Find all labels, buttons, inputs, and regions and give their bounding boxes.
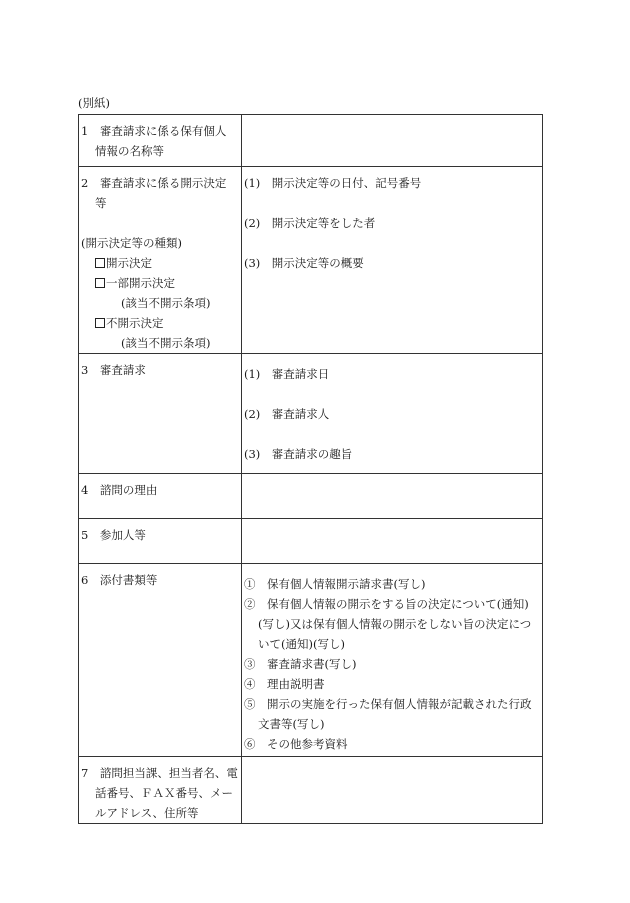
checkbox-icon[interactable]	[95, 318, 105, 328]
caption-attachment: (別紙)	[78, 96, 110, 110]
row-4-content[interactable]	[242, 474, 543, 519]
option-non-disclose-label: 不開示決定	[106, 316, 164, 330]
attachment-item-3: ③ 審査請求書(写し)	[244, 657, 357, 671]
row-6-label	[79, 564, 242, 757]
row-7-label-line-3: ルアドレス、住所等	[95, 806, 199, 820]
row-7-label	[79, 757, 242, 824]
row-5-content[interactable]	[242, 519, 543, 564]
row-4-label-line-1: 4 諮問の理由	[81, 483, 158, 497]
row-2-label-line-1: 2 審査請求に係る開示決定	[81, 176, 227, 190]
row-disclosure-decision	[79, 167, 543, 354]
attachment-item-6: ⑥ その他参考資料	[244, 737, 348, 751]
review-item-1: (1) 審査請求日	[244, 367, 330, 381]
row-request-for-review	[79, 354, 543, 474]
row-6-content[interactable]	[242, 564, 543, 757]
disclosure-item-1: (1) 開示決定等の日付、記号番号	[244, 176, 422, 190]
row-2-content[interactable]	[242, 167, 543, 354]
row-7-label-line-2: 話番号、ＦＡＸ番号、メー	[95, 786, 233, 800]
option-disclose[interactable]	[81, 253, 239, 273]
row-1-content[interactable]	[242, 115, 543, 167]
option-partial-disclose[interactable]	[81, 273, 239, 293]
row-7-label-line-1: 7 諮問担当課、担当者名、電	[81, 766, 238, 780]
row-3-label-line-1: 3 審査請求	[81, 363, 146, 377]
disclosure-item-3: (3) 開示決定等の概要	[244, 256, 364, 270]
disclosure-item-2: (2) 開示決定等をした者	[244, 216, 376, 230]
row-contact-info	[79, 757, 543, 824]
row-1-label-line-1: 1 審査請求に係る保有個人	[81, 124, 227, 138]
row-personal-info-name	[79, 115, 543, 167]
row-5-label-line-1: 5 参加人等	[81, 528, 146, 542]
row-3-content[interactable]	[242, 354, 543, 474]
inquiry-form-table	[78, 114, 543, 824]
row-1-label	[79, 115, 242, 167]
decision-kind-heading: (開示決定等の種類)	[81, 236, 182, 250]
row-attachments	[79, 564, 543, 757]
row-3-label	[79, 354, 242, 474]
row-2-label	[79, 167, 242, 354]
row-6-label-line-1: 6 添付書類等	[81, 573, 158, 587]
row-1-label-line-2: 情報の名称等	[95, 144, 164, 158]
attachment-item-5: ⑤ 開示の実施を行った保有個人情報が記載された行政文書等(写し)	[244, 697, 532, 731]
row-participants	[79, 519, 543, 564]
row-7-content[interactable]	[242, 757, 543, 824]
attachment-item-1: ① 保有個人情報開示請求書(写し)	[244, 577, 426, 591]
option-partial-disclose-sub: (該当不開示条項)	[121, 296, 211, 310]
checkbox-icon[interactable]	[95, 278, 105, 288]
option-partial-disclose-label: 一部開示決定	[106, 276, 175, 290]
row-4-label	[79, 474, 242, 519]
option-non-disclose-sub: (該当不開示条項)	[121, 336, 211, 350]
option-disclose-label: 開示決定	[106, 256, 152, 270]
review-item-3: (3) 審査請求の趣旨	[244, 447, 353, 461]
attachment-item-2: ② 保有個人情報の開示をする旨の決定について(通知)(写し)又は保有個人情報の開示をしない旨の決定について(通知)(写し)	[244, 597, 532, 651]
attachment-item-4: ④ 理由説明書	[244, 677, 325, 691]
option-non-disclose[interactable]	[81, 313, 239, 333]
row-5-label	[79, 519, 242, 564]
row-2-label-line-2: 等	[95, 196, 107, 210]
row-inquiry-reason	[79, 474, 543, 519]
review-item-2: (2) 審査請求人	[244, 407, 330, 421]
checkbox-icon[interactable]	[95, 258, 105, 268]
